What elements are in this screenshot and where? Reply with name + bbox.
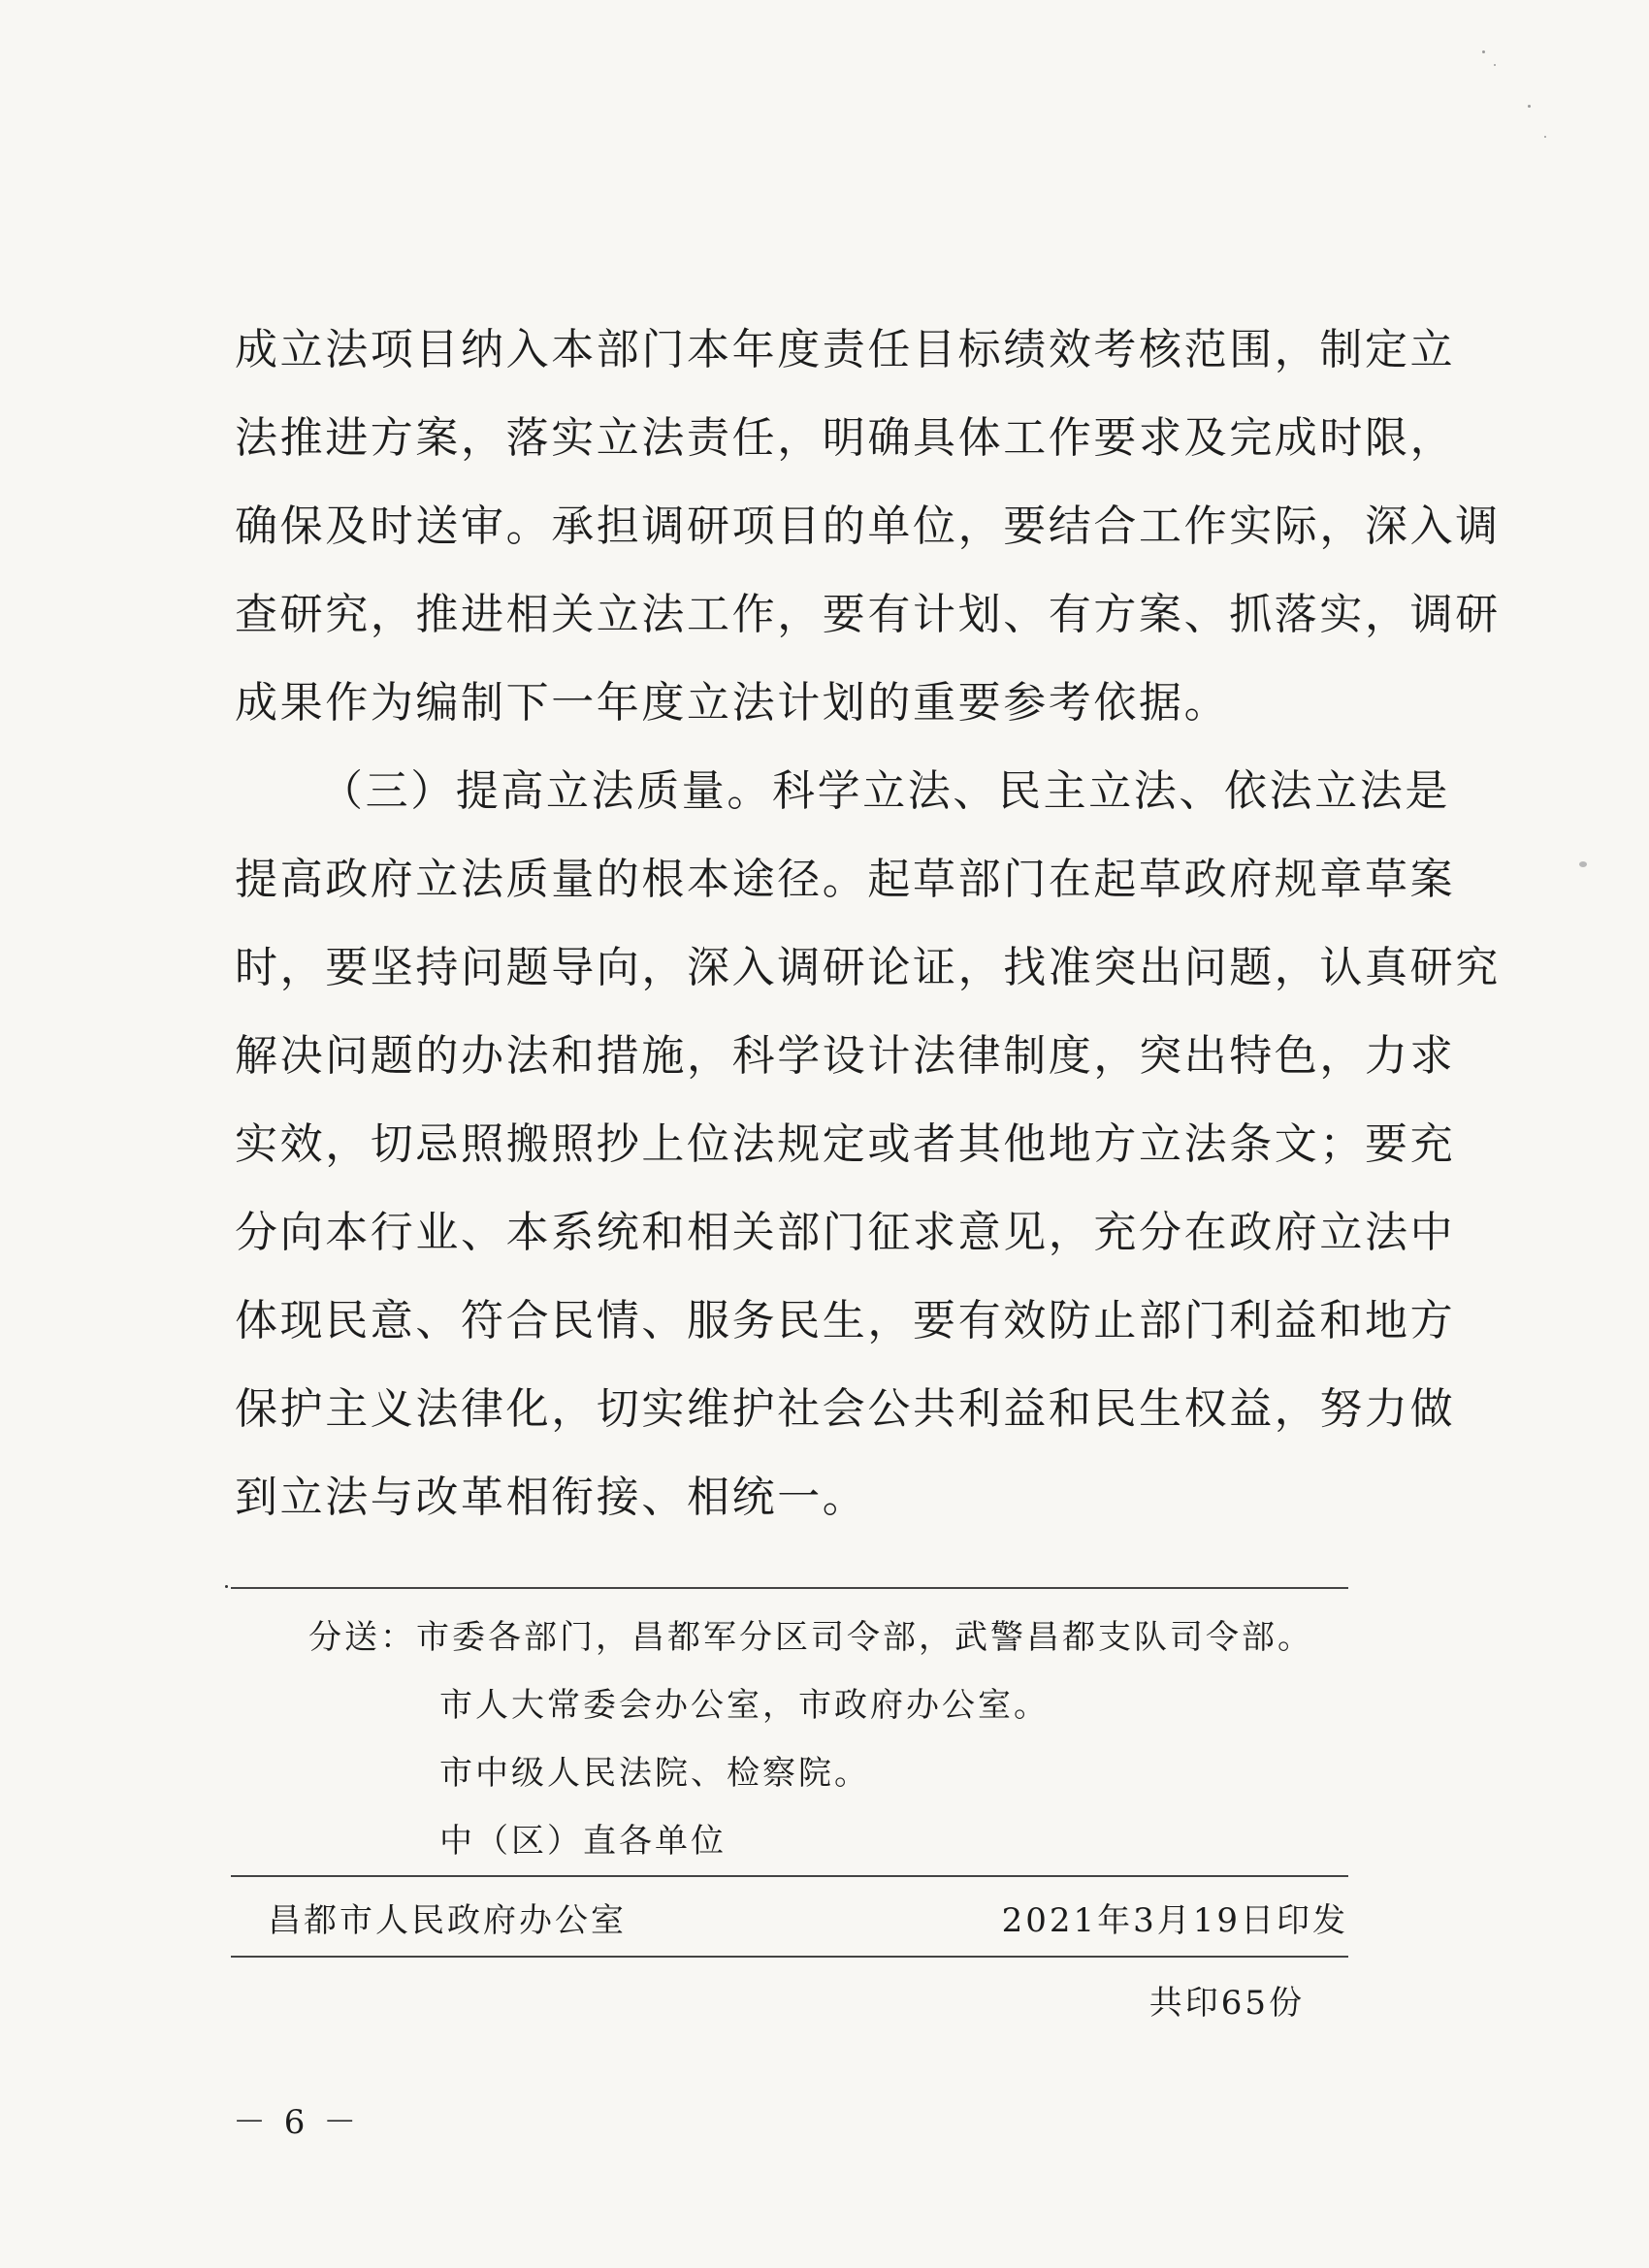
distribution-line: 市中级人民法院、检察院。: [439, 1754, 870, 1793]
body-line: 保护主义法律化，切实维护社会公共利益和民生权益，努力做: [235, 1384, 1456, 1434]
bottom-divider: [231, 1956, 1348, 1958]
distribution-line: 市人大常委会办公室，市政府办公室。: [439, 1686, 1050, 1725]
print-copies: 共印65份: [1148, 1984, 1305, 2023]
scan-speck: [1544, 136, 1546, 138]
distribution-line: 中（区）直各单位: [439, 1822, 727, 1861]
issue-date: 2021年3月19日印发: [1001, 1901, 1348, 1940]
body-line: 查研究，推进相关立法工作，要有计划、有方案、抓落实，调研: [235, 590, 1501, 639]
body-line: 分向本行业、本系统和相关部门征求意见，充分在政府立法中: [235, 1208, 1456, 1257]
body-line: 提高政府立法质量的根本途径。起草部门在起草政府规章草案: [235, 855, 1456, 904]
distribution-recipients: 市委各部门，昌都军分区司令部，武警昌都支队司令部。: [416, 1618, 1313, 1657]
body-line: 体现民意、符合民情、服务民生，要有效防止部门利益和地方: [235, 1296, 1456, 1345]
section-heading-line: （三）提高立法质量。科学立法、民主立法、依法立法是: [320, 766, 1450, 816]
body-line: 解决问题的办法和措施，科学设计法律制度，突出特色，力求: [235, 1031, 1456, 1081]
scan-speck: [1494, 64, 1496, 66]
body-line: 实效，切忌照搬照抄上位法规定或者其他地方立法条文；要充: [235, 1119, 1456, 1169]
issuer-row: [231, 1887, 1348, 1955]
scan-speck: [1482, 50, 1485, 53]
body-text: [235, 306, 1501, 1541]
body-line: 到立法与改革相衔接、相统一。: [235, 1473, 868, 1522]
middle-divider: [231, 1875, 1348, 1877]
body-line: 确保及时送审。承担调研项目的单位，要结合工作实际，深入调: [235, 502, 1501, 551]
body-line: 时，要坚持问题导向，深入调研论证，找准突出问题，认真研究: [235, 943, 1501, 992]
body-line: 法推进方案，落实立法责任，明确具体工作要求及完成时限，: [235, 413, 1456, 463]
top-divider: [231, 1587, 1348, 1589]
distribution-list: [308, 1604, 1348, 1875]
scan-speck: [1528, 105, 1531, 108]
scan-speck: [1579, 861, 1587, 867]
body-line: 成立法项目纳入本部门本年度责任目标绩效考核范围，制定立: [235, 325, 1456, 374]
body-line: 成果作为编制下一年度立法计划的重要参考依据。: [235, 678, 1230, 728]
distribution-label: 分送：: [308, 1618, 416, 1657]
page-number: － 6 －: [233, 2103, 361, 2142]
scan-speck: [225, 1585, 228, 1588]
issuing-office: 昌都市人民政府办公室: [268, 1901, 627, 1940]
distribution-line: [308, 1604, 1348, 1671]
